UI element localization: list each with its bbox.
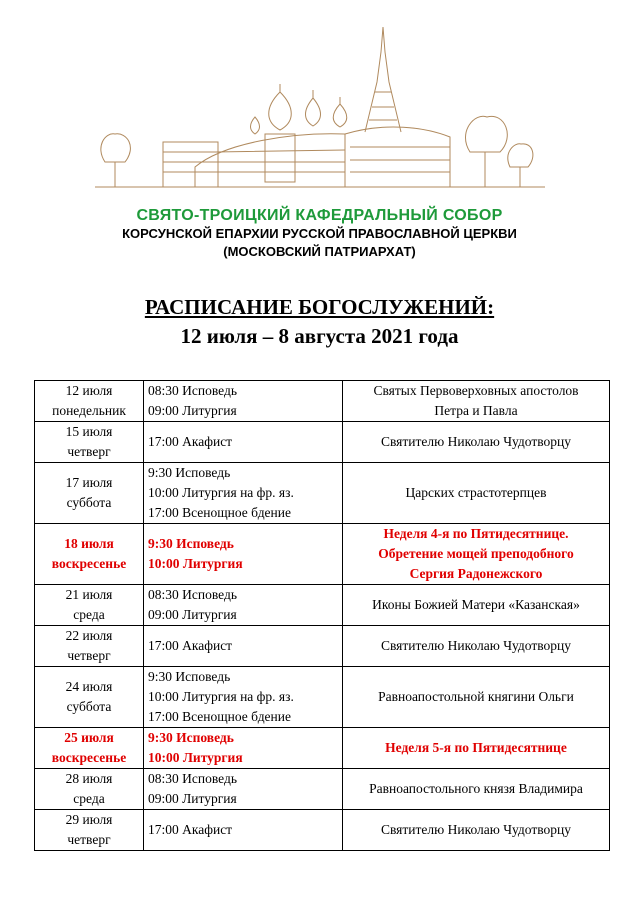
- date-text: 24 июля: [65, 679, 113, 694]
- feast-text: Неделя 4-я по Пятидесятнице.: [383, 526, 569, 541]
- services-cell: [144, 585, 343, 626]
- date-cell: [35, 381, 144, 422]
- service-time: 10:00 Литургия на фр. яз.: [148, 485, 294, 500]
- patriarchate-name: (МОСКОВСКИЙ ПАТРИАРХАТ): [223, 244, 416, 259]
- services-cell: [144, 667, 343, 728]
- feast-text: Святителю Николаю Чудотворцу: [380, 822, 571, 837]
- feast-text: Сергия Радонежского: [409, 566, 543, 581]
- weekday-text: четверг: [67, 832, 111, 847]
- service-time: 9:30 Исповедь: [148, 669, 231, 684]
- feast-text: Святителю Николаю Чудотворцу: [380, 638, 571, 653]
- cathedral-illustration: [95, 22, 545, 202]
- schedule-title: РАСПИСАНИЕ БОГОСЛУЖЕНИЙ:: [144, 295, 495, 319]
- date-text: 15 июля: [65, 424, 113, 439]
- feast-text: Иконы Божией Матери «Казанская»: [372, 597, 580, 612]
- service-time: 17:00 Акафист: [148, 434, 233, 449]
- feast-text: Обретение мощей преподобного: [378, 546, 574, 561]
- service-time: 9:30 Исповедь: [148, 465, 231, 480]
- feast-cell: [343, 463, 610, 524]
- services-cell: [144, 463, 343, 524]
- date-cell: [35, 810, 144, 851]
- service-time: 17:00 Всенощное бдение: [148, 709, 291, 724]
- date-cell: [35, 524, 144, 585]
- service-time: 9:30 Исповедь: [148, 730, 234, 745]
- feast-text: Неделя 5-я по Пятидесятнице: [385, 740, 567, 755]
- feast-text: Равноапостольной княгини Ольги: [378, 689, 574, 704]
- weekday-text: суббота: [66, 495, 112, 510]
- date-cell: [35, 422, 144, 463]
- date-text: 25 июля: [64, 730, 114, 745]
- weekday-text: среда: [73, 607, 105, 622]
- feast-cell: [343, 524, 610, 585]
- feast-text: Петра и Павла: [434, 403, 518, 418]
- weekday-text: четверг: [67, 648, 111, 663]
- feast-cell: [343, 422, 610, 463]
- services-cell: [144, 422, 343, 463]
- service-time: 09:00 Литургия: [148, 791, 237, 806]
- date-text: 22 июля: [65, 628, 113, 643]
- date-text: 28 июля: [65, 771, 113, 786]
- schedule-table: [34, 380, 610, 851]
- table-row: [35, 626, 610, 667]
- service-time: 10:00 Литургия: [148, 750, 243, 765]
- service-time: 9:30 Исповедь: [148, 536, 234, 551]
- date-text: 18 июля: [64, 536, 114, 551]
- cathedral-name: СВЯТО-ТРОИЦКИЙ КАФЕДРАЛЬНЫЙ СОБОР: [136, 207, 503, 224]
- service-time: 09:00 Литургия: [148, 607, 237, 622]
- service-time: 17:00 Всенощное бдение: [148, 505, 291, 520]
- table-row: [35, 728, 610, 769]
- weekday-text: четверг: [67, 444, 111, 459]
- service-time: 08:30 Исповедь: [148, 587, 237, 602]
- services-cell: [144, 769, 343, 810]
- date-text: 17 июля: [65, 475, 113, 490]
- date-cell: [35, 769, 144, 810]
- feast-cell: [343, 728, 610, 769]
- table-row: [35, 381, 610, 422]
- weekday-text: суббота: [66, 699, 112, 714]
- feast-text: Царских страстотерпцев: [405, 485, 547, 500]
- date-cell: [35, 585, 144, 626]
- feast-text: Святителю Николаю Чудотворцу: [380, 434, 571, 449]
- feast-cell: [343, 381, 610, 422]
- services-cell: [144, 524, 343, 585]
- services-cell: [144, 626, 343, 667]
- date-text: 21 июля: [65, 587, 113, 602]
- feast-cell: [343, 626, 610, 667]
- weekday-text: понедельник: [52, 403, 126, 418]
- service-time: 10:00 Литургия на фр. яз.: [148, 689, 294, 704]
- services-cell: [144, 381, 343, 422]
- table-row: [35, 810, 610, 851]
- service-time: 08:30 Исповедь: [148, 383, 237, 398]
- table-row: [35, 667, 610, 728]
- table-row: [35, 463, 610, 524]
- feast-cell: [343, 667, 610, 728]
- services-cell: [144, 728, 343, 769]
- schedule-period: 12 июля – 8 августа 2021 года: [180, 324, 459, 348]
- date-text: 12 июля: [65, 383, 113, 398]
- service-time: 17:00 Акафист: [148, 822, 233, 837]
- weekday-text: воскресенье: [51, 750, 127, 765]
- service-time: 09:00 Литургия: [148, 403, 237, 418]
- date-text: 29 июля: [65, 812, 113, 827]
- services-cell: [144, 810, 343, 851]
- feast-cell: [343, 810, 610, 851]
- table-row: [35, 524, 610, 585]
- date-cell: [35, 728, 144, 769]
- weekday-text: среда: [73, 791, 105, 806]
- feast-cell: [343, 585, 610, 626]
- feast-text: Святых Первоверховных апостолов: [373, 383, 579, 398]
- service-time: 08:30 Исповедь: [148, 771, 237, 786]
- service-time: 17:00 Акафист: [148, 638, 233, 653]
- table-row: [35, 585, 610, 626]
- weekday-text: воскресенье: [51, 556, 127, 571]
- date-cell: [35, 667, 144, 728]
- diocese-name: КОРСУНСКОЙ ЕПАРХИИ РУССКОЙ ПРАВОСЛАВНОЙ ЦЕРКВИ: [122, 226, 517, 241]
- service-time: 10:00 Литургия: [148, 556, 243, 571]
- date-cell: [35, 463, 144, 524]
- table-row: [35, 422, 610, 463]
- feast-text: Равноапостольного князя Владимира: [369, 781, 583, 796]
- date-cell: [35, 626, 144, 667]
- table-row: [35, 769, 610, 810]
- feast-cell: [343, 769, 610, 810]
